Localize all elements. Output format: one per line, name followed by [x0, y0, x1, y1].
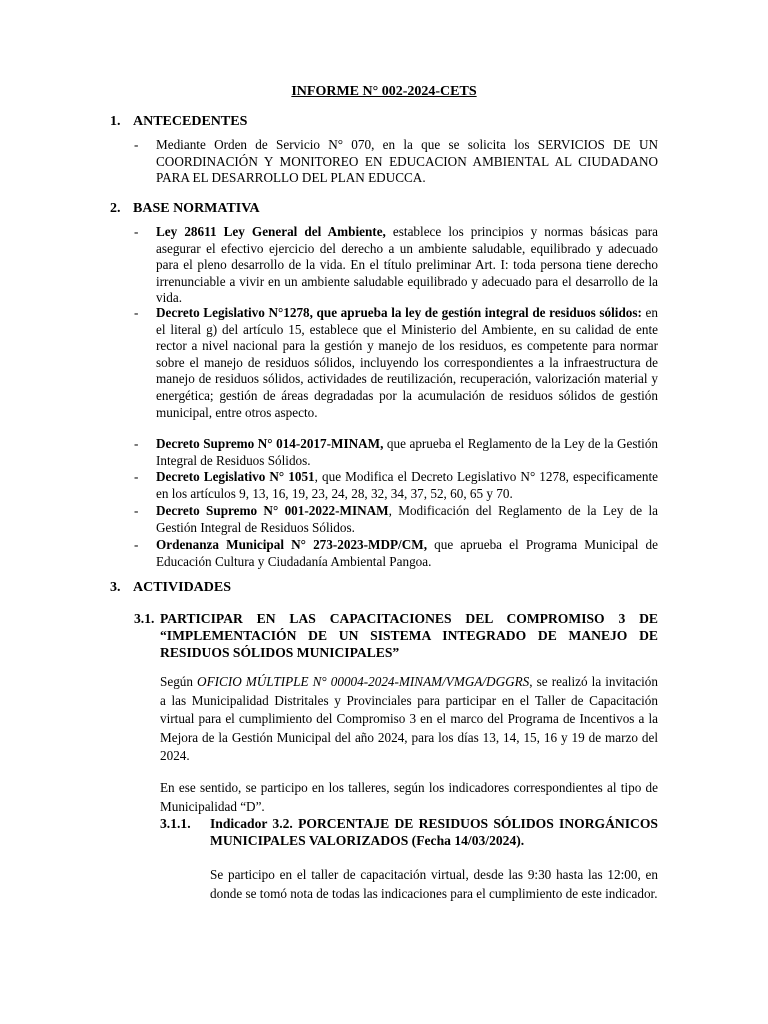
normativa-item	[134, 305, 658, 421]
section-number: 2.	[110, 201, 121, 216]
section-title: ANTECEDENTES	[133, 114, 248, 129]
antecedentes-item	[134, 137, 658, 187]
normativa-description: que aprueba el Reglamento de la Ley de la Gestión Integral de Residuos Sólidos.	[156, 436, 659, 468]
normativa-item	[134, 503, 658, 536]
paragraph-text: , se realizó la invitación a las Municipalidad Distritales y Provinciales para participar en el Taller de Capacitación virtual para el cumplimiento del Compromiso 3 en el marco del Programa de Incentivos a la Mejora de la Gestión Municipal del año 2024, para los días 13, 14, 15, 16 y 19 de marzo del 2024.	[160, 674, 658, 764]
subsection-title: PARTICIPAR EN LAS CAPACITACIONES DEL COMPROMISO 3 DE “IMPLEMENTACIÓN DE UN SISTEMA INTEGRADO DE MANEJO DE RESIDUOS SÓLIDOS MUNICIPALES”	[160, 611, 658, 660]
normativa-law-name: Ley 28611 Ley General del Ambiente,	[156, 224, 386, 239]
paragraph-oficio	[160, 673, 658, 766]
normativa-description: que aprueba el Programa Municipal de Educación Cultura y Ciudadanía Ambiental Pangoa.	[156, 537, 659, 569]
paragraph-talleres: En ese sentido, se participo en los talleres, según los indicadores correspondientes al tipo de Municipalidad “D”.	[160, 780, 658, 814]
subsubsection-number: 3.1.1.	[160, 816, 191, 831]
normativa-law-name: Decreto Supremo N° 014-2017-MINAM,	[156, 436, 384, 451]
bullet-dash: -	[134, 436, 139, 451]
subsection-heading	[134, 610, 658, 661]
normativa-description: , que Modifica el Decreto Legislativo N° 1278, especificamente en los artículos 9, 13, 16, 19, 23, 24, 28, 32, 34, 37, 52, 60, 65 y 70.	[156, 469, 658, 501]
bullet-dash: -	[134, 137, 139, 152]
bullet-dash: -	[134, 503, 139, 518]
oficio-reference: OFICIO MÚLTIPLE N° 00004-2024-MINAM/VMGA/DGGRS	[197, 674, 530, 689]
paragraph-text: Según	[160, 674, 198, 689]
normativa-item	[134, 436, 658, 469]
section-title: BASE NORMATIVA	[133, 201, 260, 216]
bullet-dash: -	[134, 224, 139, 239]
bullet-dash: -	[134, 469, 139, 484]
section-heading-base-normativa	[110, 201, 260, 217]
normativa-law-name: Decreto Supremo N° 001-2022-MINAM	[156, 503, 389, 518]
normativa-item	[134, 224, 658, 307]
antecedentes-text: Mediante Orden de Servicio N° 070, en la que se solicita los SERVICIOS DE UN COORDINACIÓN Y MONITOREO EN EDUCACION AMBIENTAL AL CIUDADANO PARA EL DESARROLLO DEL PLAN EDUCCA.	[156, 137, 658, 186]
normativa-law-name: Decreto Legislativo N° 1051	[156, 469, 315, 484]
section-number: 1.	[110, 114, 121, 129]
subsubsection-title: Indicador 3.2. PORCENTAJE DE RESIDUOS SÓLIDOS INORGÁNICOS MUNICIPALES VALORIZADOS (Fecha 14/03/2024).	[210, 816, 658, 848]
normativa-description: en el literal g) del artículo 15, establece que el Ministerio del Ambiente, en su calidad de ente rector a nivel nacional para la gestión y manejo de los residuos, es competente para normar sobre el manejo de residuos sólidos, incluyendo los correspondientes a la infraestructura de manejo de residuos sólidos, actividades de reutilización, recuperación, valorización material y energética; gestión de áreas degradadas por la acumulación de residuos sólidos de gestión municipal, entre otros aspecto.	[156, 305, 659, 420]
document-title: INFORME N° 002-2024-CETS	[291, 84, 477, 99]
subsection-number: 3.1.	[134, 611, 155, 626]
normativa-law-name: Ordenanza Municipal N° 273-2023-MDP/CM,	[156, 537, 427, 552]
paragraph-taller-virtual: Se participo en el taller de capacitación virtual, desde las 9:30 hasta las 12:00, en donde se tomó nota de todas las indicaciones para el cumplimiento de este indicador.	[210, 867, 658, 901]
section-title: ACTIVIDADES	[133, 580, 232, 595]
section-heading-antecedentes	[110, 114, 247, 130]
section-number: 3.	[110, 580, 121, 595]
normativa-description: establece los principios y normas básicas para asegurar el efectivo ejercicio del derecho a un ambiente saludable, equilibrado y adecuado para el pleno desarrollo de la vida. En el título preliminar Art. I: toda persona tiene derecho irrenunciable a vivir en un ambiente saludable equilibrado y adecuado para el desarrollo de la vida.	[156, 224, 658, 306]
normativa-description: , Modificación del Reglamento de la Ley de la Gestión Integral de Residuos Sólidos.	[156, 503, 658, 535]
normativa-law-name: Decreto Legislativo N°1278, que aprueba la ley de gestión integral de residuos sólidos:	[156, 305, 642, 320]
normativa-item	[134, 537, 658, 570]
bullet-dash: -	[134, 305, 139, 320]
section-heading-actividades	[110, 580, 231, 596]
normativa-item	[134, 469, 658, 502]
subsubsection-heading	[160, 815, 658, 849]
bullet-dash: -	[134, 537, 139, 552]
